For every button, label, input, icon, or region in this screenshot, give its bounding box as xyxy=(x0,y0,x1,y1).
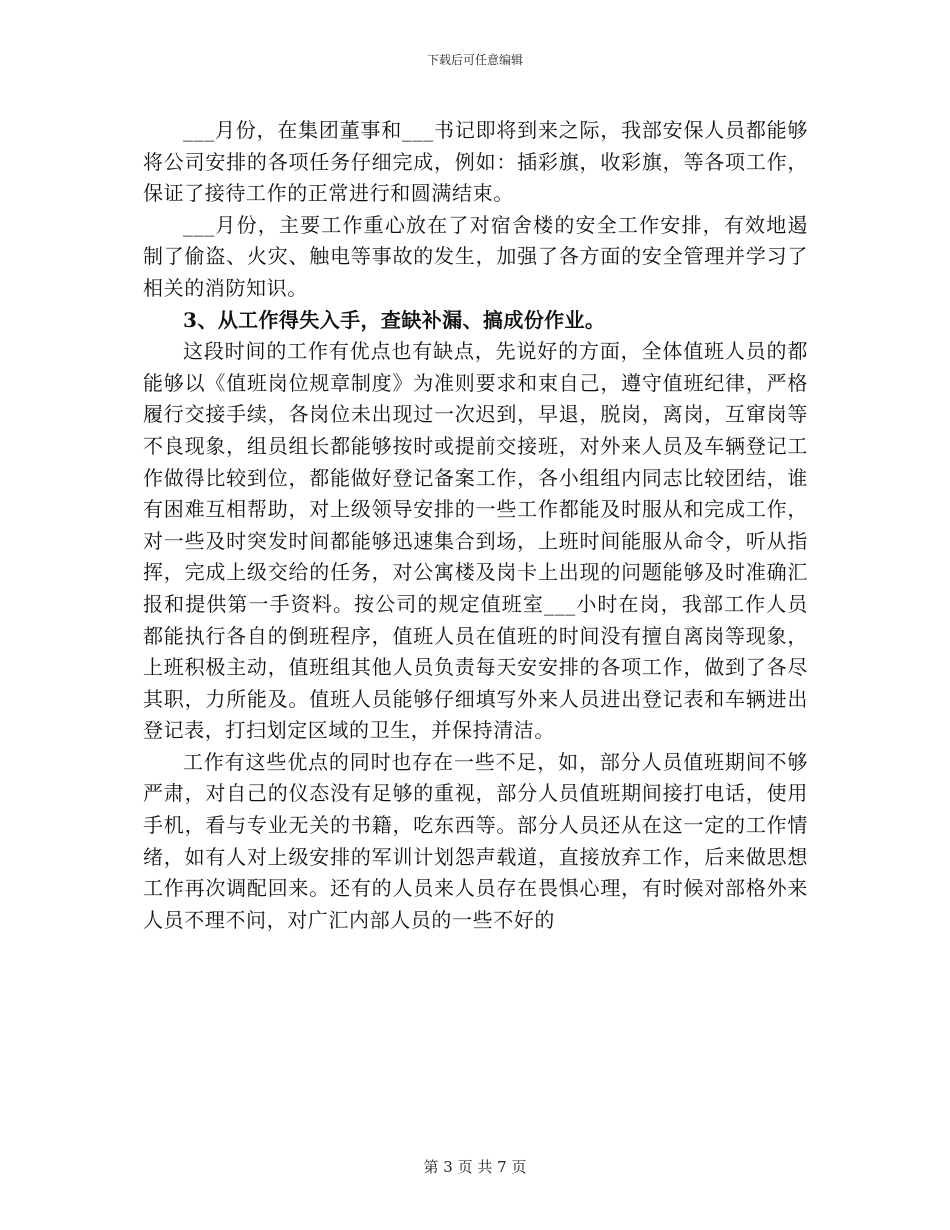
paragraph-4: 这段时间的工作有优点也有缺点，先说好的方面，全体值班人员的都能够以《值班岗位规章制度》为准则要求和束自己，遵守值班纪律，严格履行交接手续，各岗位未出现过一次迟到，早退，脱岗，离岗，互窜岗等不良现象，组员组长都能够按时或提前交接班，对外来人员及车辆登记工作做得比较到位，都能做好登记备案工作，各小组组内同志比较团结，谁有困难互相帮助，对上级领导安排的一些工作都能及时服从和完成工作，对一些及时突发时间都能够迅速集合到场，上班时间能服从命令，听从指挥，完成上级交给的任务，对公寓楼及岗卡上出现的问题能够及时准确汇报和提供第一手资料。按公司的规定值班室___小时在岗，我部工作人员都能执行各自的倒班程序，值班人员在值班的时间没有擅自离岗等现象，上班积极主动，值班组其他人员负责每天安安排的各项工作，做到了各尽其职，力所能及。值班人员能够仔细填写外来人员进出登记表和车辆进出登记表，打扫划定区域的卫生，并保持清洁。 xyxy=(143,339,808,743)
paragraph-2: ___月份，主要工作重心放在了对宿舍楼的安全工作安排，有效地遏制了偷盗、火灾、触电等事故的发生，加强了各方面的安全管理并学习了相关的消防知识。 xyxy=(143,212,808,300)
page-header-note: 下载后可任意编辑 xyxy=(426,53,523,67)
page-number-footer: 第 3 页 共 7 页 xyxy=(423,1158,527,1176)
paragraph-5: 工作有这些优点的同时也存在一些不足，如，部分人员值班期间不够严肃，对自己的仪态没有足够的重视，部分人员值班期间接打电话，使用手机，看与专业无关的书籍，吃东西等。部分人员还从在这一定的工作情绪，如有人对上级安排的军训计划怨声载道，直接放弃工作，后来做思想工作再次调配回来。还有的人员来人员存在畏惧心理，有时候对部格外来人员不理不问，对广汇内部人员的一些不好的 xyxy=(143,749,808,932)
paragraph-1: ___月份，在集团董事和___书记即将到来之际，我部安保人员都能够将公司安排的各项任务仔细完成，例如：插彩旗，收彩旗，等各项工作，保证了接待工作的正常进行和圆满结束。 xyxy=(143,118,808,206)
document-body xyxy=(143,115,808,936)
section-heading-3: 3、从工作得失入手，查缺补漏、搞成份作业。 xyxy=(183,307,606,332)
